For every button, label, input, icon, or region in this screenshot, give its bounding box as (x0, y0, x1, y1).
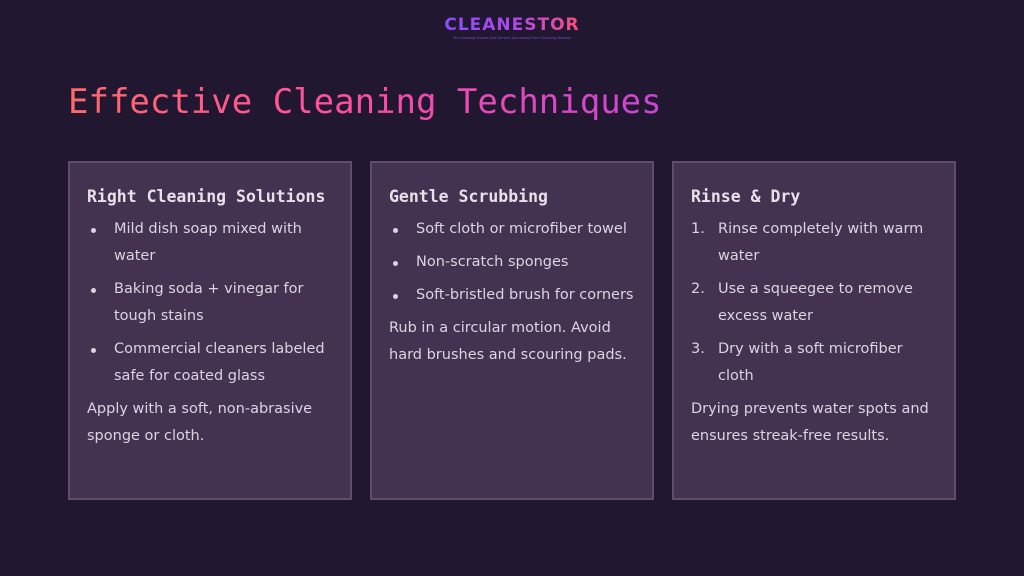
card-rinse-and-dry (672, 161, 956, 500)
brand-logo (0, 14, 1024, 41)
brand-tagline: Pro Cleaning Guides And Service Journalism From Cleaning Nations (453, 36, 571, 40)
bullet-list (87, 216, 333, 390)
page-title: Effective Cleaning Techniques (68, 82, 662, 122)
card-gentle-scrubbing (370, 161, 654, 500)
list-item: Baking soda + vinegar for tough stains (114, 281, 304, 324)
card-note: Rub in a circular motion. Avoid hard brushes and scouring pads. (389, 320, 627, 363)
card-heading: Right Cleaning Solutions (87, 187, 326, 206)
card-note: Drying prevents water spots and ensures streak-free results. (691, 401, 929, 444)
card-heading: Rinse & Dry (691, 187, 801, 206)
list-item: 1. Rinse completely with warm water (691, 216, 937, 270)
list-number: 1. (691, 221, 705, 237)
brand-name: CLEANESTOR (444, 15, 580, 35)
list-item: 3. Dry with a soft microfiber cloth (691, 336, 937, 390)
list-number: 3. (691, 341, 705, 357)
card-note: Apply with a soft, non-abrasive sponge or cloth. (87, 401, 313, 444)
card-right-cleaning-solutions (68, 161, 352, 500)
bullet-list (389, 216, 635, 309)
list-item: Commercial cleaners labeled safe for coated glass (114, 341, 325, 384)
numbered-list (691, 216, 937, 390)
list-item: Soft cloth or microfiber towel (416, 221, 627, 237)
list-number: 2. (691, 281, 705, 297)
list-item: 2. Use a squeegee to remove excess water (691, 276, 937, 330)
list-item: Soft-bristled brush for corners (416, 287, 634, 303)
card-heading: Gentle Scrubbing (389, 187, 548, 206)
list-item: Mild dish soap mixed with water (114, 221, 302, 264)
list-item: Non-scratch sponges (416, 254, 569, 270)
